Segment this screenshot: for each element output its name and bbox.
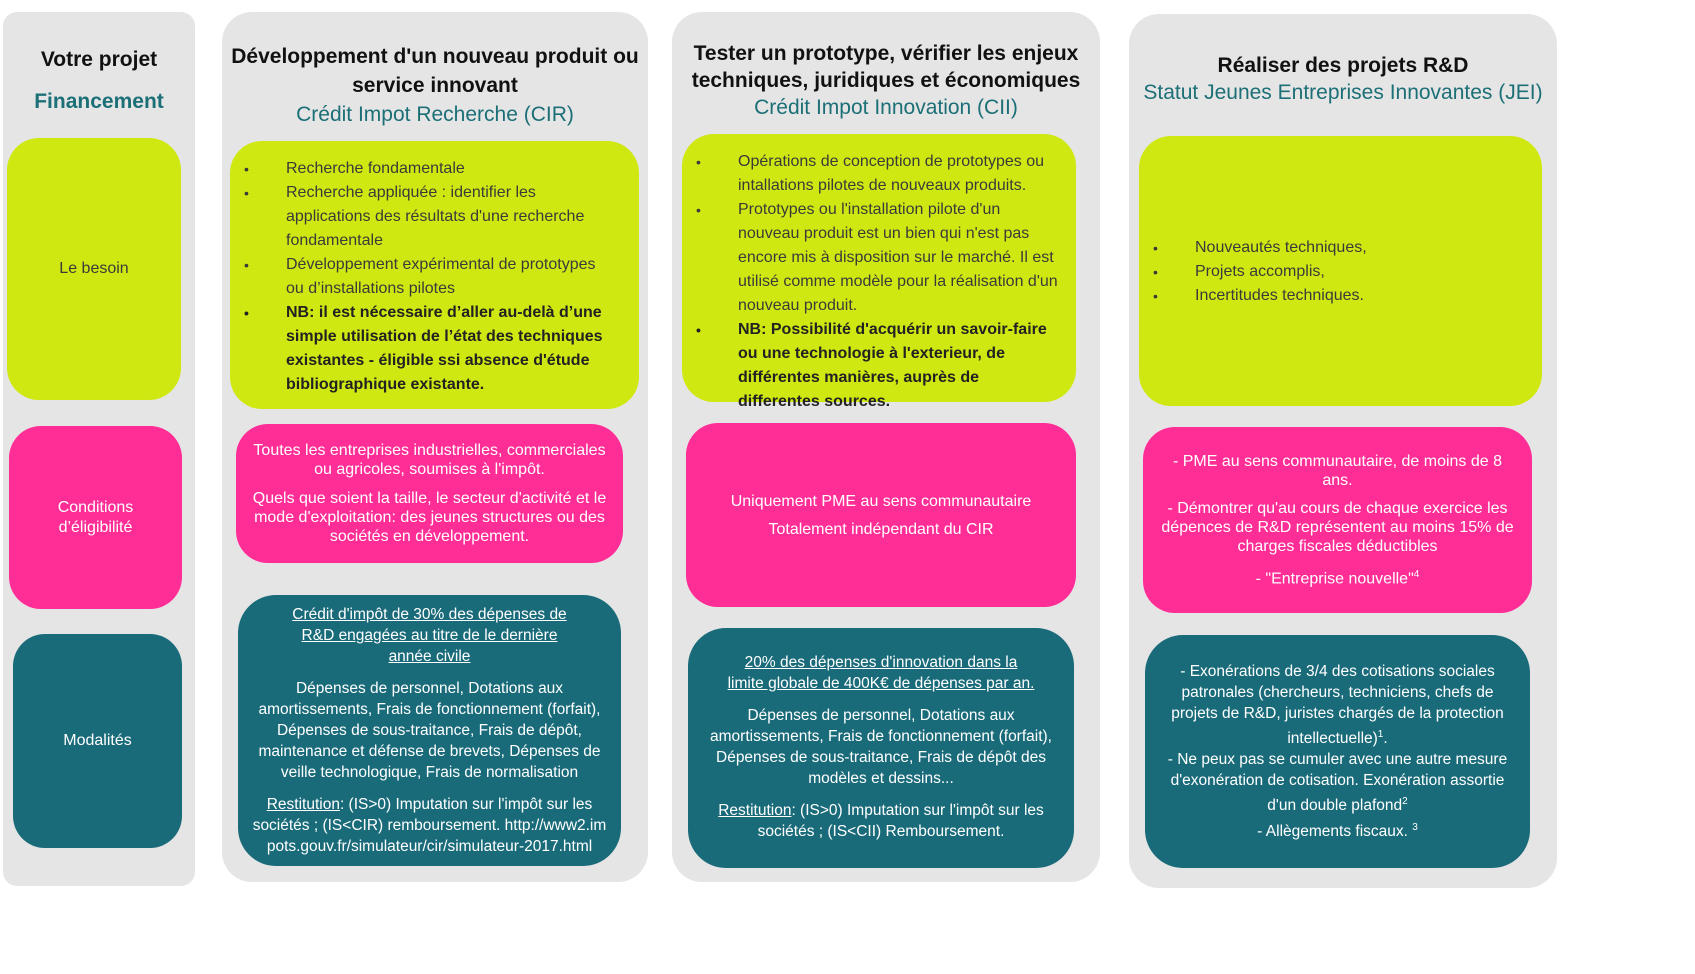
jei-header xyxy=(1129,52,1557,106)
jei-besoin-box xyxy=(1139,136,1542,406)
cir-name: Crédit Impot Recherche (CIR) xyxy=(296,103,574,126)
jei-modalites-text3: - Allègements fiscaux. $^3$ xyxy=(1257,821,1418,840)
cii-besoin-box xyxy=(682,134,1076,410)
cir-besoin-list xyxy=(230,157,613,397)
row-label-besoin: Le besoin xyxy=(7,138,181,400)
jei-conditions-text2: - Démontrer qu'au cours de chaque exercice les dépences de R&D représentent au moins 15% de charges fiscales déductibles xyxy=(1161,499,1514,555)
cir-besoin-box xyxy=(230,141,639,409)
left-subtitle: Financement xyxy=(34,90,164,113)
cir-modalites-box xyxy=(238,595,621,866)
jei-name: Statut Jeunes Entreprises Innovantes (JEI) xyxy=(1143,81,1543,104)
cir-simulator-link[interactable]: http://www2.impots.gouv.fr/simulateur/cir/simulateur-2017.html xyxy=(266,817,607,855)
cii-restitution xyxy=(702,800,1060,842)
row-label-modalites: Modalités xyxy=(13,634,182,848)
cii-title-line2: techniques, juridiques et économiques xyxy=(691,69,1081,92)
cir-restitution-text: : (IS>0) Imputation sur l'impôt sur les sociétés ; (IS<CIR) remboursement. xyxy=(252,796,593,834)
cii-restitution-text: : (IS>0) Imputation sur l'impôt sur les sociétés ; (IS<CII) Remboursement. xyxy=(757,802,1044,840)
cir-conditions-text1: Toutes les entreprises industrielles, commerciales ou agricoles, soumises à l'impôt. xyxy=(253,442,606,478)
footnote-1: 1 xyxy=(1377,729,1384,741)
list-item: • Prototypes ou l'installation pilote d'un nouveau produit est un bien qui n'est pas encore mis à disposition sur le marché. Il est utilisé comme modèle pour la réalisation d'un nouveau produit. xyxy=(696,201,1058,314)
jei-modalites-text2: - Ne peux pas se cumuler avec une autre mesure d'exonération de cotisation. Exonération assortie d'un double plafond$^2$ xyxy=(1167,751,1508,815)
jei-conditions-box xyxy=(1143,427,1532,613)
jei-modalites-box xyxy=(1145,635,1530,868)
cii-modalites-box xyxy=(688,628,1074,868)
list-item: • Recherche appliquée : identifier les applications des résultats d'une recherche fondamentale xyxy=(244,184,585,249)
list-item: • Incertitudes techniques. xyxy=(1153,287,1364,304)
cir-restitution xyxy=(252,794,607,857)
cii-restitution-label: Restitution xyxy=(718,802,792,819)
jei-title: Réaliser des projets R&D xyxy=(1217,54,1469,77)
cii-name: Crédit Impot Innovation (CII) xyxy=(754,96,1018,119)
left-header xyxy=(3,45,195,116)
cii-conditions-text1: Uniquement PME au sens communautaire xyxy=(730,492,1032,510)
cii-besoin-list xyxy=(682,150,1064,414)
list-item: • Recherche fondamentale xyxy=(244,160,465,177)
footnote-4: 4 xyxy=(1413,568,1420,580)
cii-besoin-nb: • NB: Possibilité d'acquérir un savoir-faire ou une technologie à l'exterieur, de différentes manières, auprès de differentes sources. xyxy=(696,321,1047,410)
list-item: • Nouveautés techniques, xyxy=(1153,239,1367,256)
footnote-3: 3 xyxy=(1412,821,1418,833)
cii-conditions-text2: Totalement indépendant du CIR xyxy=(768,520,994,538)
cii-modalites-head: 20% des dépenses d'innovation dans la limite globale de 400K€ de dépenses par an. xyxy=(727,654,1035,692)
cii-title-line1: Tester un prototype, vérifier les enjeux xyxy=(693,42,1079,65)
footnote-2: 2 xyxy=(1402,796,1408,808)
jei-conditions-text1: - PME au sens communautaire, de moins de 8 ans. xyxy=(1172,452,1503,489)
jei-conditions-text3: - "Entreprise nouvelle"$^4$ xyxy=(1255,568,1420,588)
cir-conditions-box xyxy=(236,424,623,563)
cir-title-line2: service innovant xyxy=(352,74,518,97)
left-title: Votre projet xyxy=(40,48,158,71)
list-item: • Opérations de conception de prototypes ou intallations pilotes de nouveaux produits. xyxy=(696,153,1044,194)
cir-header xyxy=(222,42,648,129)
cii-header xyxy=(672,40,1100,121)
cir-title-line1: Développement d'un nouveau produit ou xyxy=(231,45,639,68)
jei-modalites-text1: - Exonérations de 3/4 des cotisations sociales patronales (chercheurs, techniciens, chefs de projets de R&D, juristes chargés de la protection intellectuelle)$^1$. xyxy=(1171,663,1504,748)
cir-conditions-text2: Quels que soient la taille, le secteur d'activité et le mode d'exploitation: des jeunes structures ou des sociétés en développement. xyxy=(252,490,607,545)
cir-modalites-head: Crédit d'impôt de 30% des dépenses de R&D engagées au titre de le dernière année civile xyxy=(292,606,567,665)
list-item: • Développement expérimental de prototypes ou d’installations pilotes xyxy=(244,256,596,297)
cii-conditions-box xyxy=(686,423,1076,607)
cir-restitution-label: Restitution xyxy=(266,796,340,813)
cir-modalites-body: Dépenses de personnel, Dotations aux amortissements, Frais de fonctionnement (forfait), Dépenses de sous-traitance, Frais de dépôt, maintenance et défense de brevets, Dépenses de veille technologique, Frais de normalisation xyxy=(258,680,601,781)
cir-besoin-nb: • NB: il est nécessaire d’aller au-delà d’une simple utilisation de l’état des techniques existantes - éligible ssi absence d'étude bibliographique existante. xyxy=(244,304,603,393)
cii-modalites-body: Dépenses de personnel, Dotations aux amortissements, Frais de fonctionnement (forfait), Dépenses de sous-traitance, Frais de dépôt des modèles et dessins... xyxy=(710,707,1052,787)
row-label-conditions: Conditions d’éligibilité xyxy=(9,426,182,609)
jei-besoin-list xyxy=(1139,236,1532,308)
list-item: • Projets accomplis, xyxy=(1153,263,1325,280)
